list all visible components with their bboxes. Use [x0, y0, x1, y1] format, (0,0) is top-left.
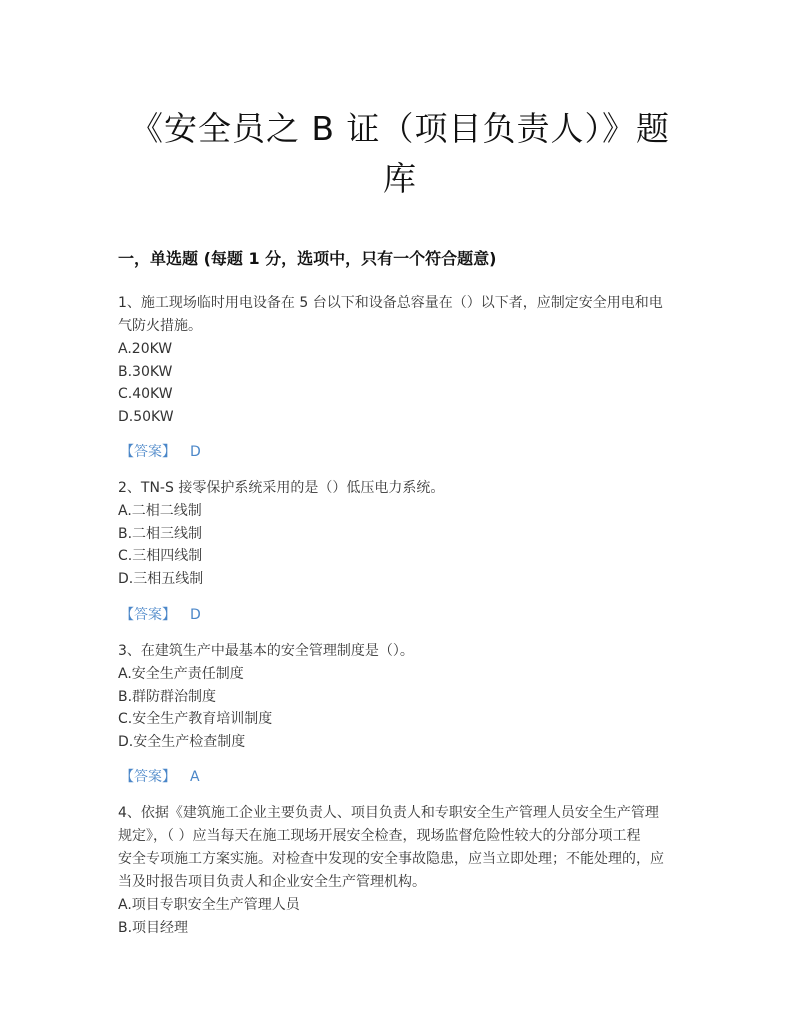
title-line-2: 库	[383, 159, 417, 198]
answer-value: A	[190, 769, 200, 785]
answer-1	[120, 442, 201, 462]
question-text-line: 2、TN-S 接零保护系统采用的是（）低压电力系统。	[118, 480, 445, 496]
section-heading: 一，单选题 (每题 1 分，选项中，只有一个符合题意)	[118, 249, 497, 268]
option-a: A.20KW	[118, 341, 173, 357]
question-text-line: 1、施工现场临时用电设备在 5 台以下和设备总容量在（）以下者，应制定安全用电和电	[118, 295, 663, 311]
question-3	[118, 640, 683, 753]
answer-label: 【答案】	[120, 444, 176, 460]
title-line-1: 《安全员之 B 证（项目负责人）》题	[129, 109, 671, 148]
question-text-line: 4、依据《建筑施工企业主要负责人、项目负责人和专职安全生产管理人员安全生产管理	[118, 805, 659, 821]
question-text-line: 3、在建筑生产中最基本的安全管理制度是（）。	[118, 643, 414, 659]
option-a: A.二相二线制	[118, 503, 202, 519]
answer-value: D	[190, 607, 201, 623]
question-text-line: 规定》，（ ）应当每天在施工现场开展安全检查，现场监督危险性较大的分部分项工程	[118, 828, 641, 844]
option-d: D.三相五线制	[118, 570, 204, 587]
answer-label: 【答案】	[120, 769, 176, 785]
question-text-line: 当及时报告项目负责人和企业安全生产管理机构。	[118, 874, 426, 890]
option-c: C.三相四线制	[118, 548, 203, 564]
answer-2	[120, 605, 201, 625]
document-title	[100, 104, 700, 204]
question-text-line: 气防火措施。	[118, 318, 202, 334]
question-4	[118, 802, 683, 939]
option-b: B.30KW	[118, 363, 173, 380]
answer-label: 【答案】	[120, 607, 176, 623]
question-1	[118, 292, 683, 428]
question-text-line: 安全专项施工方案实施。对检查中发现的安全事故隐患，应当立即处理；不能处理的，应	[118, 851, 664, 867]
option-a: A.项目专职安全生产管理人员	[118, 897, 300, 913]
answer-value: D	[190, 444, 201, 460]
question-2	[118, 477, 683, 590]
option-a: A.安全生产责任制度	[118, 666, 244, 682]
option-b: B.群防群治制度	[118, 688, 217, 705]
option-c: C.40KW	[118, 386, 173, 402]
option-d: D.50KW	[118, 408, 174, 425]
option-b: B.项目经理	[118, 919, 189, 936]
option-c: C.安全生产教育培训制度	[118, 711, 273, 727]
option-b: B.二相三线制	[118, 525, 203, 542]
answer-3	[120, 767, 200, 787]
option-d: D.安全生产检查制度	[118, 733, 246, 750]
